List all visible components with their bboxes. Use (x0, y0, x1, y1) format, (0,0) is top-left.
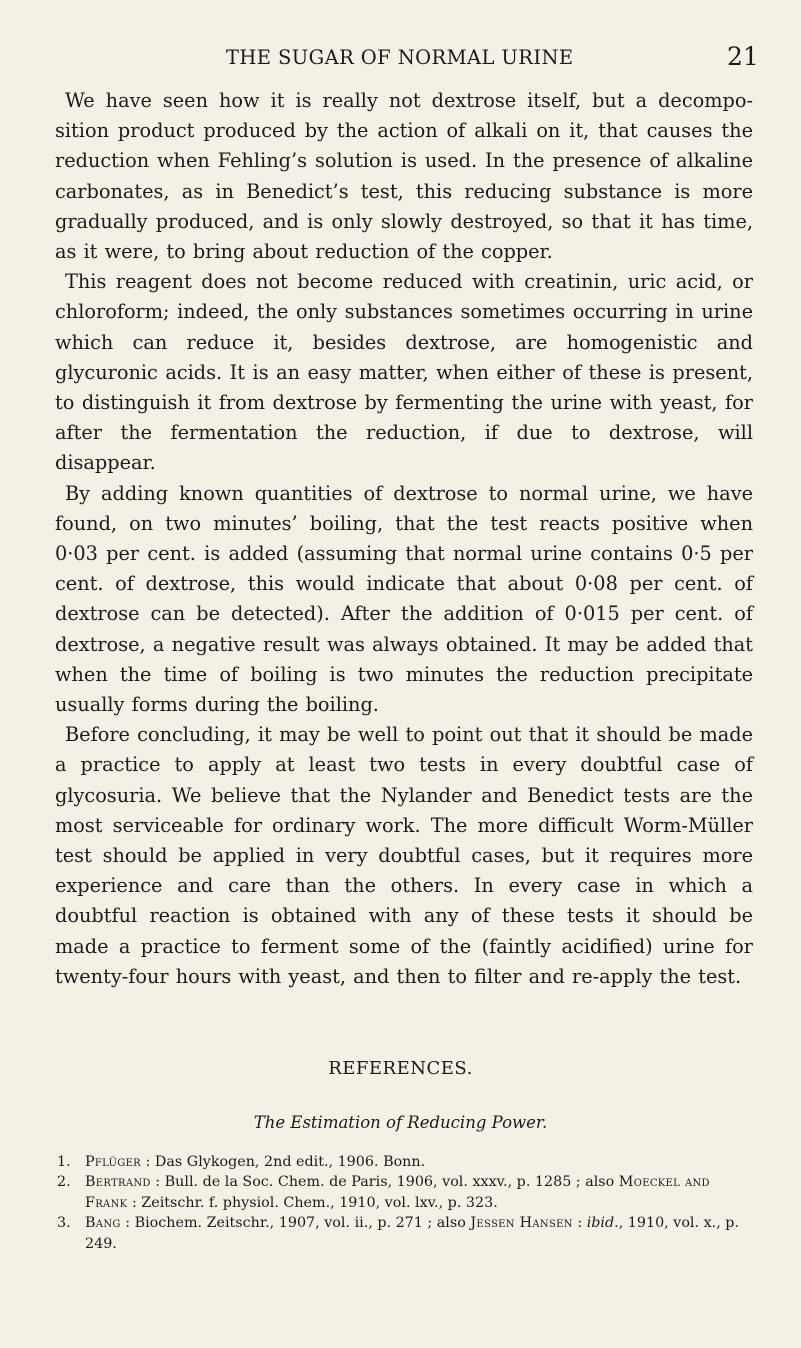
paragraph-4: Before concluding, it may be well to point out that it should be made a practice to apply at least two tests in every doubtful case of glycosuria. We believe that the Nylander and Benedict tests are the most serviceable for ordinary work. The more difficult Worm-Müller test should be applied in very doubtful cases, but it requires more experience and care than the others. In every case in which a doubtful reaction is obtained with any of these tests it should be made a practice to ferment some of the (faintly acidified) urine for twenty-four hours with yeast, and then to filter and re-apply the test. (55, 723, 753, 988)
reference-text: : Bull. de la Soc. Chem. de Paris, 1906, vol. xxxv., p. 1285 ; also (150, 1174, 619, 1191)
reference-item (55, 1152, 755, 1172)
reference-text-secondary: : (572, 1215, 587, 1232)
reference-ibid: ibid. (586, 1215, 619, 1232)
running-title: THE SUGAR OF NORMAL URINE (226, 46, 574, 69)
reference-author-secondary: Jessen Hansen (470, 1215, 573, 1232)
reference-author: Bang (85, 1215, 121, 1232)
paragraph-1: We have seen how it is really not dextrose itself, but a decomposition product produced by the action of alkali on it, that causes the reduction when Fehling’s solution is used. In the presence of alkaline carbonates, as in Benedict’s test, this reducing substance is more gradually produced, and is only slowly destroyed, so that it has time, as it were, to bring about reduction of the copper. (55, 89, 753, 264)
reference-list (55, 1152, 755, 1254)
references-heading: REFERENCES. (328, 1058, 473, 1079)
reference-number: 1. (57, 1154, 71, 1170)
reference-text: : Biochem. Zeitschr., 1907, vol. ii., p. 271 ; also (120, 1215, 471, 1232)
reference-author: Pflüger (85, 1154, 141, 1170)
reference-text: : Das Glykogen, 2nd edit., 1906. Bonn. (141, 1154, 426, 1170)
reference-number: 3. (57, 1215, 71, 1232)
page-number: 21 (727, 42, 759, 71)
reference-text-tertiary: , 1910, vol. x., p. 249. (85, 1215, 739, 1252)
reference-number: 2. (57, 1174, 71, 1191)
paragraph-2: This reagent does not become reduced with creatinin, uric acid, or chloroform; indeed, the only substances sometimes occurring in urine which can reduce it, besides dextrose, are homogenistic and glycuronic acids. It is an easy matter, when either of these is present, to distinguish it from dextrose by fermenting the urine with yeast, for after the fermentation the reduction, if due to dextrose, will disappear. (55, 270, 753, 475)
reference-text-secondary: : Zeitschr. f. physiol. Chem., 1910, vol. lxv., p. 323. (127, 1194, 498, 1211)
references-subheading: The Estimation of Reducing Power. (253, 1113, 548, 1132)
body-text (55, 86, 753, 992)
reference-author: Bertrand (85, 1174, 151, 1191)
reference-item (55, 1172, 755, 1213)
reference-item (55, 1213, 755, 1254)
paragraph-3: By adding known quantities of dextrose to normal urine, we have found, on two minutes’ boiling, that the test reacts positive when 0·03 per cent. is added (assuming that normal urine contains 0·5 per cent. of dextrose, this would indicate that about 0·08 per cent. of dextrose can be detected). After the addition of 0·015 per cent. of dextrose, a negative result was always obtained. It may be added that when the time of boiling is two minutes the reduction precipitate usually forms during the boiling. (55, 481, 753, 717)
reference-author-secondary: Moeckel and Frank (85, 1174, 710, 1211)
